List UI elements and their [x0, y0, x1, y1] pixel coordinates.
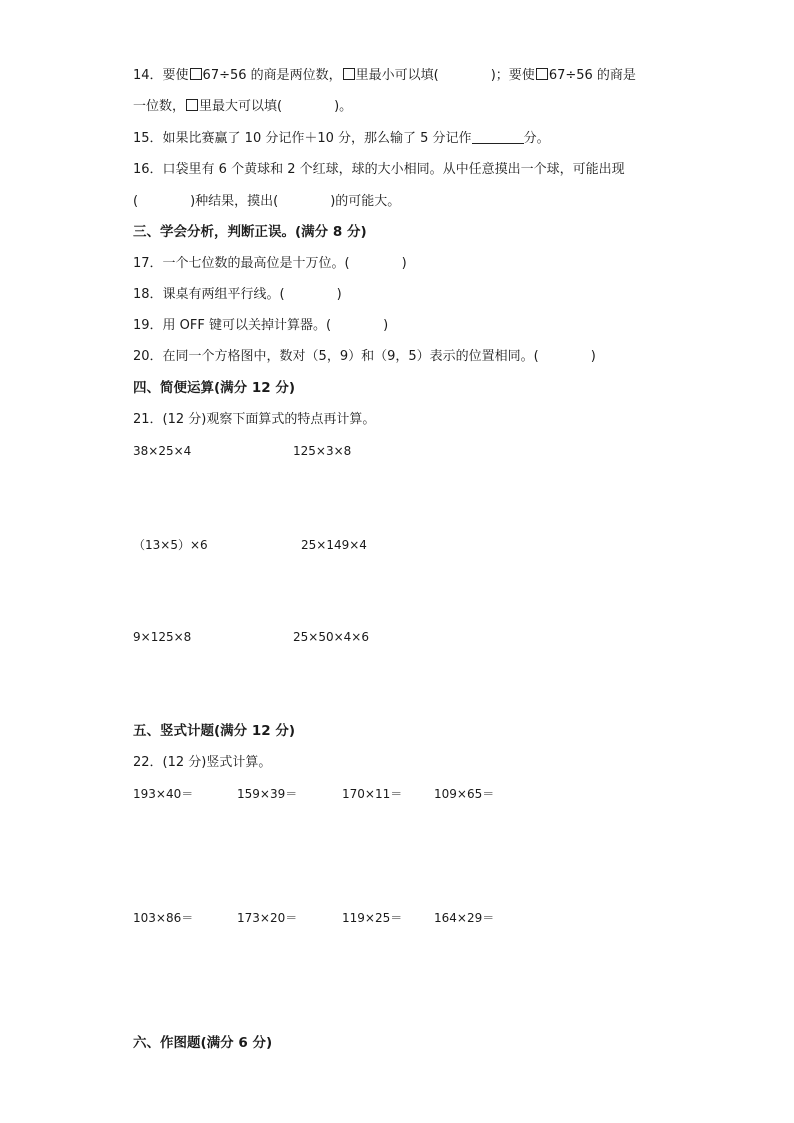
blank-box-icon: [186, 99, 198, 111]
section-3-heading: 三、学会分析，判断正误。(满分 8 分): [133, 224, 367, 240]
expression: 38×25×4: [133, 444, 192, 458]
q14-text-f: 里最大可以填( )。: [199, 99, 353, 114]
expression: 103×86＝: [133, 911, 194, 925]
q15-unit: 分。: [523, 131, 550, 146]
question-21-title: 21．(12 分)观察下面算式的特点再计算。: [133, 412, 376, 427]
blank-box-icon: [343, 68, 355, 80]
question-16-line2: ( )种结果，摸出( )的可能大。: [133, 194, 401, 209]
expression: 25×149×4: [301, 538, 367, 552]
expression: 173×20＝: [237, 911, 298, 925]
expression: 125×3×8: [293, 444, 352, 458]
q14-text-b: 67÷56 的商是两位数，: [202, 68, 342, 83]
question-20: 20．在同一个方格图中，数对（5，9）和（9，5）表示的位置相同。( ): [133, 349, 596, 364]
question-14-line1: [133, 67, 636, 85]
expression: 170×11＝: [342, 787, 403, 801]
q14-text-c: 里最小可以填( )；要使: [355, 68, 535, 83]
q15-text: 15．如果比赛赢了 10 分记作＋10 分，那么输了 5 分记作: [133, 131, 472, 146]
expression: 159×39＝: [237, 787, 298, 801]
answer-blank[interactable]: [472, 131, 524, 144]
section-4-heading: 四、简便运算(满分 12 分): [133, 380, 296, 396]
blank-box-icon: [536, 68, 548, 80]
question-17: 17．一个七位数的最高位是十万位。( ): [133, 256, 407, 271]
question-18: 18．课桌有两组平行线。( ): [133, 287, 342, 302]
question-15: [133, 130, 550, 148]
question-19: 19．用 OFF 键可以关掉计算器。( ): [133, 318, 389, 333]
question-14-line2: [133, 98, 352, 116]
section-5-heading: 五、竖式计题(满分 12 分): [133, 723, 296, 739]
expression: 193×40＝: [133, 787, 194, 801]
expression: 109×65＝: [434, 787, 495, 801]
expression: 25×50×4×6: [293, 630, 369, 644]
q14-text-a: 14．要使: [133, 68, 189, 83]
expression: 119×25＝: [342, 911, 403, 925]
expression: （13×5）×6: [133, 538, 208, 552]
q14-text-d: 67÷56 的商是: [548, 68, 636, 83]
blank-box-icon: [190, 68, 202, 80]
question-22-title: 22．(12 分)竖式计算。: [133, 755, 272, 770]
question-16-line1: 16．口袋里有 6 个黄球和 2 个红球，球的大小相同。从中任意摸出一个球，可能出现: [133, 162, 625, 177]
q14-text-e: 一位数，: [133, 99, 186, 114]
section-6-heading: 六、作图题(满分 6 分): [133, 1035, 273, 1051]
expression: 164×29＝: [434, 911, 495, 925]
expression: 9×125×8: [133, 630, 192, 644]
